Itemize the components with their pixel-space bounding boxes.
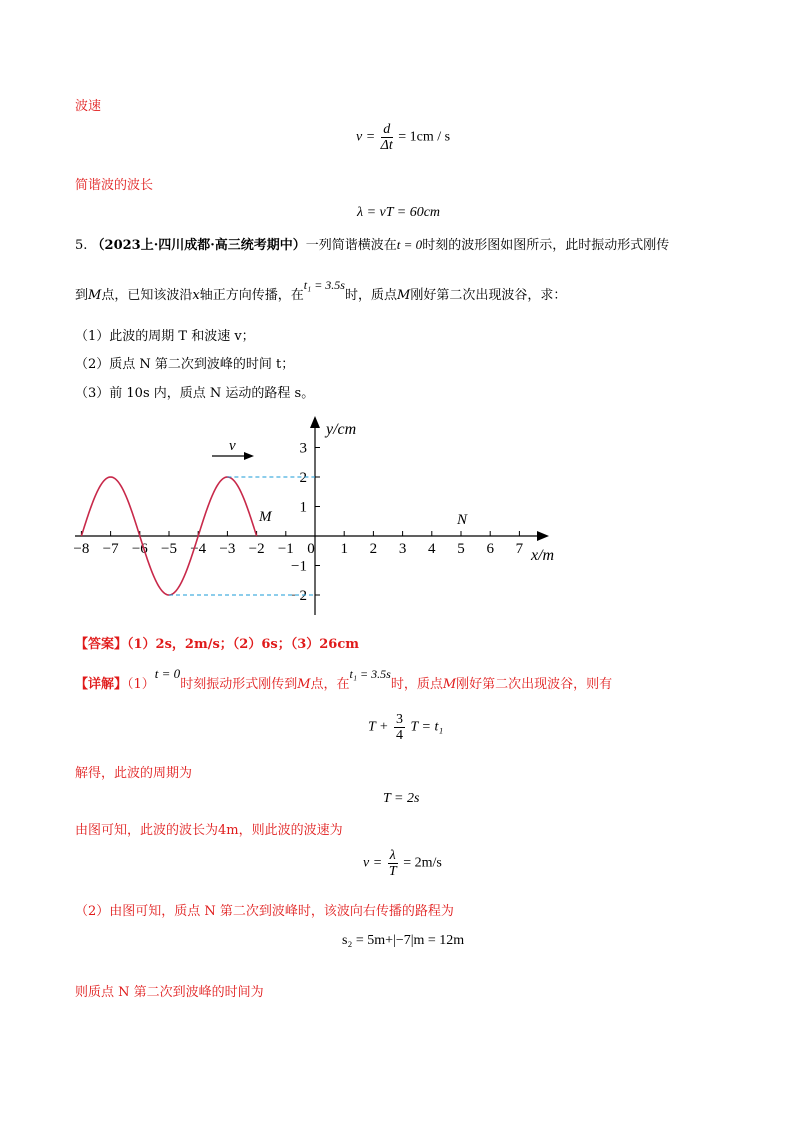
x-tick-label: −2 [248,541,265,557]
detail-line-1 [75,666,613,694]
equation-velocity [363,848,442,879]
y-axis-arrow [310,416,320,428]
problem-M: M [88,288,102,303]
x-axis-label: x/m [531,547,555,564]
detail-t1: t₁ = 3.5s [349,667,391,681]
equation-wavelength: λ = vT = 60cm [357,205,441,220]
x-tick-label: −6 [131,541,148,557]
from-figure-label: 由图可知，此波的波长为4m，则此波的波速为 [75,823,343,838]
detail-part-2: （2）由图可知，质点 N 第二次到波峰时，该波向右传播的路程为 [75,904,454,919]
eq-v-den: Δt [380,138,393,153]
question-1: （1）此波的周期 T 和波速 v； [75,329,255,344]
detail-M-2: M [442,677,457,692]
y-tick-label: 1 [299,499,307,516]
x-tick-label: 1 [340,541,348,557]
eq1-a: T + [368,719,389,735]
detail-p1-d: 时，质点 [390,677,443,692]
answer-line [75,636,359,654]
problem-t0: t = 0 [396,237,423,252]
x-tick-label: −3 [219,541,236,557]
eq1-den: 4 [395,728,403,743]
velocity-label: v [229,438,236,454]
y-tick-label: 3 [299,440,307,457]
problem-stem-b: 时刻的波形图如图所示，此时振动形式刚传 [422,238,670,253]
problem-line2-e: 刚好第二次出现波谷，求： [410,288,567,303]
x-tick-label: 4 [428,541,436,557]
velocity-arrow-head [244,452,254,460]
y-tick-label: −2 [291,588,307,604]
x-tick-label: −1 [277,541,294,557]
problem-line2-a: 到 [75,288,89,303]
y-tick-label: −1 [291,558,307,575]
detail-p1-b: 时刻振动形式刚传到 [180,677,298,692]
detail-p1-a: （1） [127,677,155,692]
detail-tag: 【详解】 [75,677,128,692]
problem-x: x [192,288,200,303]
question-2: （2）质点 N 第二次到波峰的时间 t； [75,357,295,372]
eq3-lhs: v = [363,855,383,871]
x-tick-label: −8 [73,541,90,557]
eq-v-rhs: = 1cm / s [398,129,451,145]
eq3-rhs: = 2m/s [403,855,442,871]
x-tick-label: −4 [190,541,207,557]
equation-distance: s₂ = 5m+|−7|m = 12m [342,933,465,948]
x-tick-label: 7 [515,541,524,557]
x-tick-label: 6 [486,541,494,557]
point-n-label: N [457,512,468,528]
question-3: （3）前 10s 内，质点 N 运动的路程 s。 [75,386,315,401]
detail-t0: t = 0 [154,666,181,681]
eq-v-num: d [381,122,393,138]
eq1-b: T = t₁ [410,719,444,735]
problem-line2-b: 点，已知该波沿 [101,288,193,303]
problem-stem-a: 一列简谐横波在 [305,238,397,253]
eq3-num: λ [389,848,396,863]
detail-M: M [297,677,311,692]
problem-number: 5. [75,238,88,253]
x-tick-label: −5 [161,541,177,557]
problem-line2-c: 轴正方向传播，在 [199,288,304,303]
problem-M-2: M [397,288,411,303]
wavelength-label: 简谐波的波长 [75,178,154,193]
answer-text: （1）2s，2m/s；（2）6s；（3）26cm [127,637,360,652]
eq1-fraction [394,712,405,743]
x-axis-arrow [537,531,549,541]
eq3-den: T [388,864,397,879]
equation-period-relation [368,712,443,743]
problem-line2-d: 时，质点 [344,288,397,303]
problem-t1: t₁ = 3.5s [303,278,345,292]
problem-source: （2023上·四川成都·高三统考期中） [91,238,306,253]
x-tick-label: 5 [457,541,465,557]
point-m-label: M [259,509,272,525]
y-axis-label: y/cm [326,421,357,438]
x-tick-label: 0 [307,541,315,557]
detail-p1-e: 刚好第二次出现波谷，则有 [456,677,613,692]
equation-period: T = 2s [383,791,420,806]
detail-p1-c: 点，在 [310,677,350,692]
x-tick-label: 2 [369,541,378,557]
wave-speed-label: 波速 [75,99,102,114]
y-tick-label: 2 [299,470,307,486]
detail-part-3: 则质点 N 第二次到波峰的时间为 [75,985,264,1000]
eq-v-lhs: v = [356,129,376,145]
x-tick-label: −7 [102,541,119,557]
eq3-fraction [388,848,398,879]
answer-tag: 【答案】 [75,637,128,652]
x-tick-label: 3 [398,541,407,557]
solve-label: 解得，此波的周期为 [75,766,193,781]
eq1-num: 3 [395,712,403,727]
